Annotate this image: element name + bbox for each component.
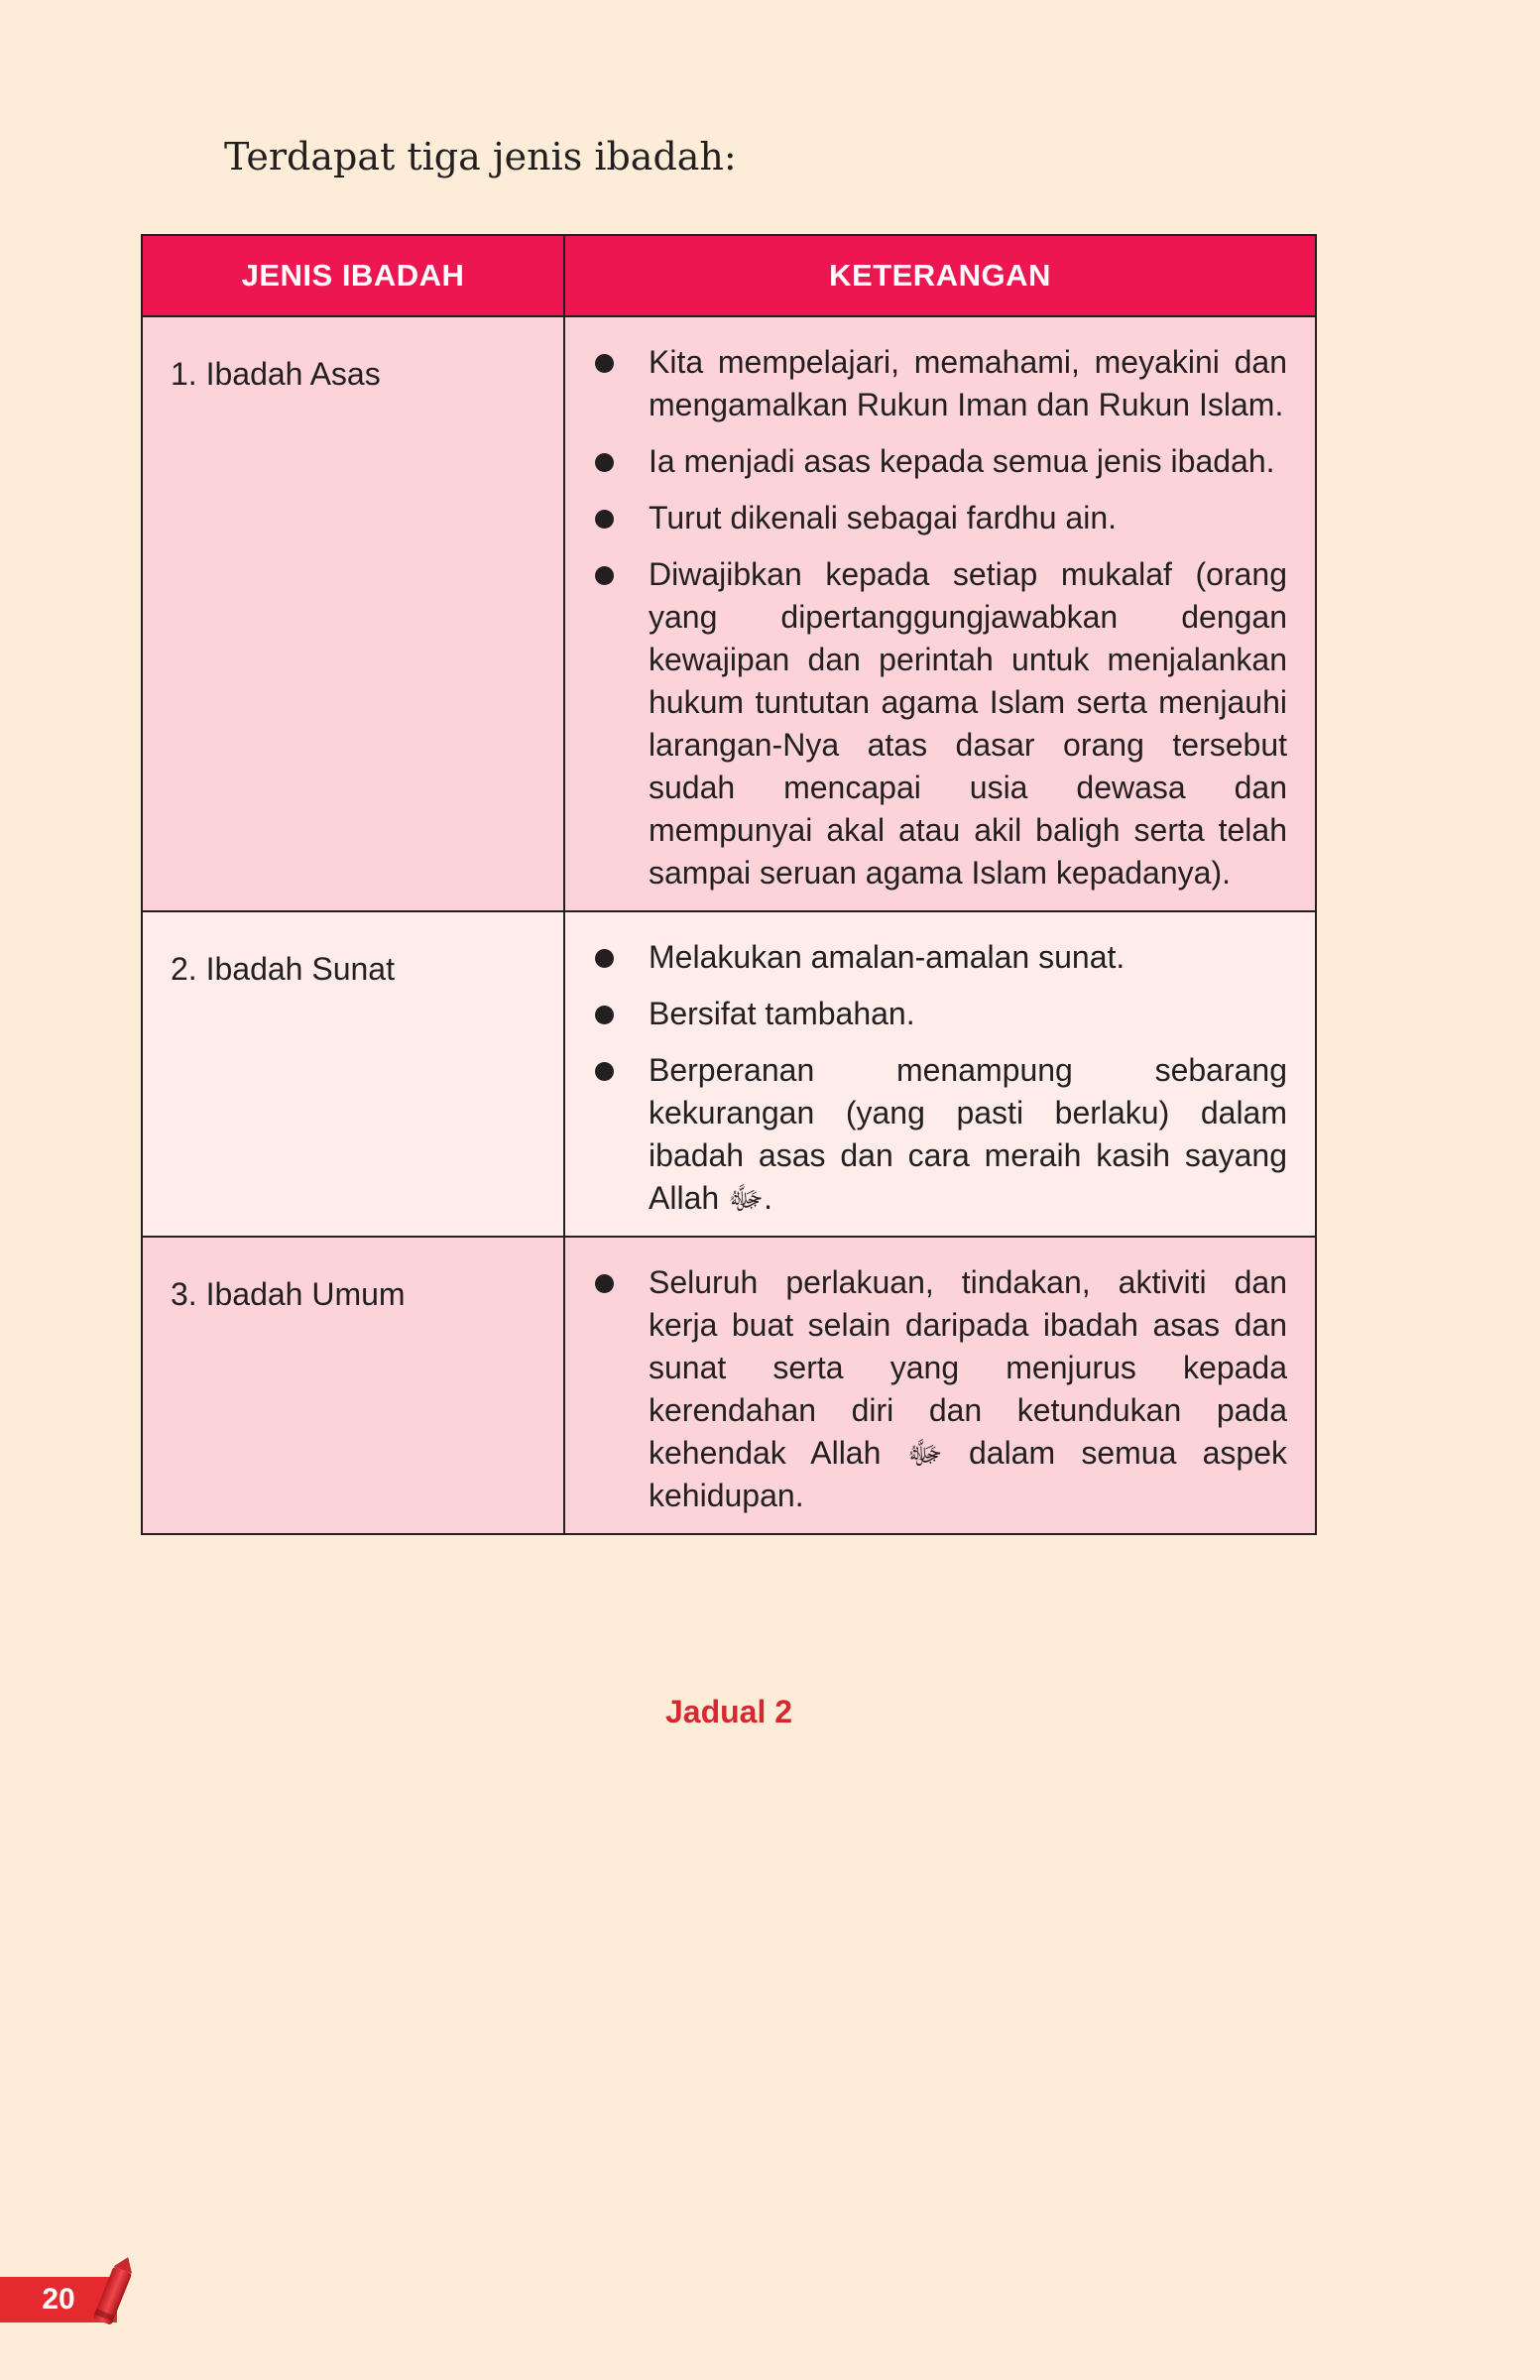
bullet-dot-icon [595, 354, 614, 373]
jenis-cell: 1. Ibadah Asas [142, 316, 564, 911]
header-jenis-ibadah: JENIS IBADAH [142, 235, 564, 316]
list-item-text: Diwajibkan kepada setiap mukalaf (orang yang dipertanggungjawabkan dengan kewajipan dan perintah untuk menjalankan hukum tuntutan agama Islam serta menjauhi larangan-Nya atas dasar orang tersebut sudah mencapai usia dewasa dan mempunyai akal atau akil baligh serta telah sampai seruan agama Islam kepadanya). [649, 556, 1287, 891]
crayon-icon [85, 2255, 145, 2334]
list-item [595, 1049, 1287, 1220]
list-item [595, 936, 1287, 979]
list-item-text: Bersifat tambahan. [649, 996, 915, 1031]
list-item [595, 553, 1287, 894]
bullet-list [595, 341, 1287, 894]
intro-text: Terdapat tiga jenis ibadah: [224, 135, 737, 178]
list-item-text: Berperanan menampung sebarang kekurangan (yang pasti berlaku) dalam ibadah asas dan cara meraih kasih sayang Allah ﷻ. [649, 1052, 1287, 1216]
bullet-dot-icon [595, 566, 614, 585]
list-item [595, 1261, 1287, 1517]
list-item [595, 993, 1287, 1035]
bullet-list [595, 1261, 1287, 1517]
keterangan-cell [564, 316, 1316, 911]
table-row [142, 1237, 1316, 1534]
ibadah-table [141, 234, 1317, 1535]
bullet-list [595, 936, 1287, 1220]
page-number: 20 [42, 2283, 75, 2316]
table-row [142, 911, 1316, 1237]
bullet-dot-icon [595, 1006, 614, 1024]
list-item [595, 341, 1287, 426]
table-row [142, 316, 1316, 911]
table-caption: Jadual 2 [664, 1694, 793, 1729]
list-item-text: Ia menjadi asas kepada semua jenis ibadah. [649, 443, 1275, 479]
header-keterangan: KETERANGAN [564, 235, 1316, 316]
list-item-text: Turut dikenali sebagai fardhu ain. [649, 500, 1117, 536]
bullet-dot-icon [595, 510, 614, 529]
list-item-text: Kita mempelajari, memahami, meyakini dan mengamalkan Rukun Iman dan Rukun Islam. [649, 344, 1287, 422]
list-item [595, 440, 1287, 483]
table-header-row [142, 235, 1316, 316]
jenis-cell: 3. Ibadah Umum [142, 1237, 564, 1534]
keterangan-cell [564, 911, 1316, 1237]
list-item-text: Melakukan amalan-amalan sunat. [649, 939, 1125, 975]
keterangan-cell [564, 1237, 1316, 1534]
list-item-text: Seluruh perlakuan, tindakan, aktiviti dan kerja buat selain daripada ibadah asas dan sunat serta yang menjurus kepada kerendahan diri dan ketundukan pada kehendak Allah ﷻ dalam semua aspek kehidupan. [649, 1264, 1288, 1513]
bullet-dot-icon [595, 1062, 614, 1081]
bullet-dot-icon [595, 949, 614, 968]
jenis-cell: 2. Ibadah Sunat [142, 911, 564, 1237]
bullet-dot-icon [595, 1274, 614, 1293]
list-item [595, 497, 1287, 539]
bullet-dot-icon [595, 453, 614, 472]
